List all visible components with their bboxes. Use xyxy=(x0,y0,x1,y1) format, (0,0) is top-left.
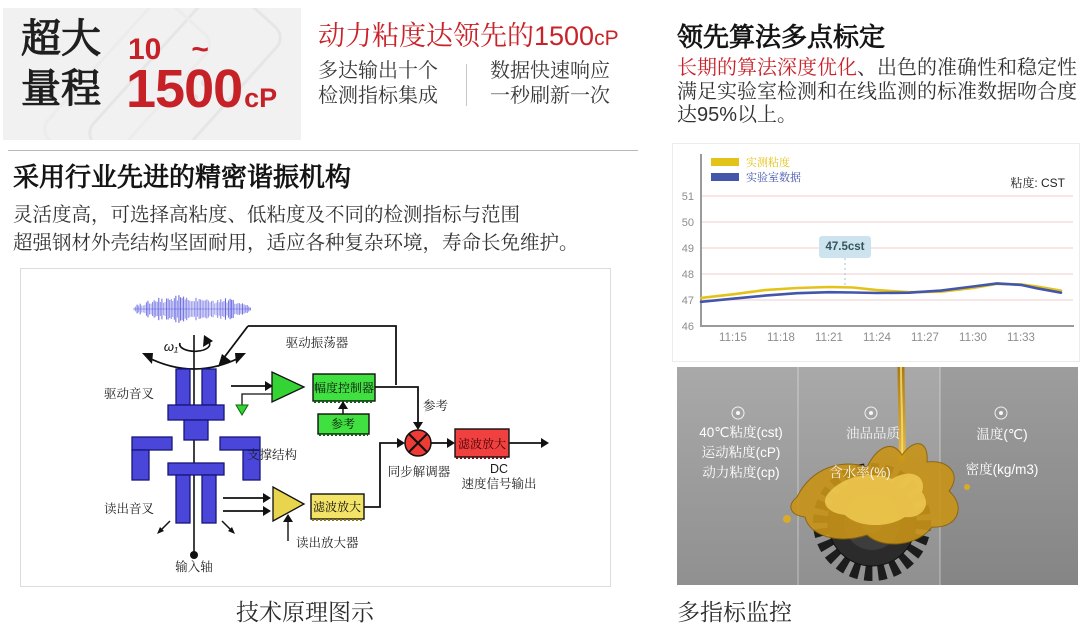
sync-demodulator-label: 同步解调器 xyxy=(387,465,451,479)
legend-swatch-measured xyxy=(711,158,739,166)
readout-fork-bar xyxy=(202,475,216,523)
arrowhead-icon xyxy=(263,493,271,503)
chart-legend xyxy=(711,155,801,185)
x-tick-label: 11:15 xyxy=(719,332,747,344)
dc-output-label: 速度信号输出 xyxy=(461,477,537,491)
reference-box-label: 参考 xyxy=(330,417,356,431)
filter-amp-1-label: 滤波放大 xyxy=(312,500,362,514)
tap-wire xyxy=(242,394,272,405)
amplitude-controller-label: 幅度控制器 xyxy=(313,381,375,395)
arrowhead-icon xyxy=(218,354,231,367)
right-paragraph-rest: 、出色的准确性和稳定性满足实验室检测和在线监测的标准数据吻合度达95%以上。 xyxy=(677,57,1077,126)
x-tick-label: 11:33 xyxy=(1007,332,1035,344)
hero-title xyxy=(21,14,101,114)
legend-row-lab xyxy=(711,170,801,184)
legend-row-measured xyxy=(711,155,801,169)
drive-amplifier-icon xyxy=(272,372,304,402)
headline-text: 动力粘度达领先的1500 xyxy=(318,21,595,51)
right-section-heading: 领先算法多点标定 xyxy=(677,22,886,52)
arrowhead-icon xyxy=(541,438,549,448)
x-tick-label: 11:21 xyxy=(815,332,843,344)
arrowhead-icon xyxy=(447,438,455,448)
drive-fork-bar xyxy=(202,369,216,405)
principle-diagram xyxy=(20,268,611,587)
input-shaft-label: 输入轴 xyxy=(175,560,213,574)
target-dot xyxy=(869,411,873,415)
arrowhead-icon xyxy=(397,438,405,448)
readout-fork-label: 读出音叉 xyxy=(103,502,154,516)
reference-signal-label: 参考 xyxy=(423,399,449,413)
rotation-arrowhead-icon xyxy=(203,335,213,347)
viscosity-chart-card xyxy=(672,143,1080,362)
target-dot xyxy=(736,411,740,415)
right-paragraph xyxy=(677,57,1080,128)
legend-swatch-lab xyxy=(711,173,739,181)
x-tick-label: 11:24 xyxy=(863,332,891,344)
x-tick-label: 11:30 xyxy=(959,332,987,344)
support-label: 支撑结构 xyxy=(247,448,298,462)
headline-unit: cP xyxy=(594,27,619,50)
target-dot xyxy=(999,411,1003,415)
left-caption: 技术原理图示 xyxy=(236,599,374,625)
feature-2-line1: 数据快速响应 xyxy=(490,60,610,82)
y-tick-label: 49 xyxy=(681,243,694,255)
chart-tooltip: 47.5cst xyxy=(819,236,871,258)
hero-title-line2: 量程 xyxy=(21,67,101,111)
x-tick-label: 11:27 xyxy=(911,332,939,344)
photo-label-density: 密度(kg/m3) xyxy=(965,462,1039,477)
photo-label-kinematic: 运动粘度(cP) xyxy=(701,445,781,460)
arrowhead-icon xyxy=(413,422,423,430)
feature-1-line2: 检测指标集成 xyxy=(318,85,438,107)
drive-fork-bar xyxy=(176,369,190,405)
left-section-heading: 采用行业先进的精密谐振机构 xyxy=(13,162,352,192)
swing-arrowhead-icon xyxy=(235,353,246,364)
dc-label: DC xyxy=(489,462,509,476)
headline xyxy=(318,14,619,53)
right-paragraph-highlight: 长期的算法深度优化 xyxy=(677,57,857,79)
arrowhead-icon xyxy=(263,506,271,516)
filter-amp-2-label: 滤波放大 xyxy=(457,437,507,451)
fork-yoke xyxy=(168,463,224,475)
range-unit: cP xyxy=(244,83,278,113)
chart-unit-label: 粘度: CST xyxy=(1010,176,1065,190)
y-tick-label: 46 xyxy=(681,321,694,333)
hero-title-line1: 超大 xyxy=(21,17,101,61)
right-caption: 多指标监控 xyxy=(677,599,792,625)
oil-droplet xyxy=(783,515,791,523)
vibration-waveform xyxy=(134,295,251,323)
omega-label: ω₁ xyxy=(163,339,179,354)
support-arm xyxy=(132,437,172,450)
fork-yoke xyxy=(168,405,224,420)
left-body-line1: 灵活度高，可选择高粘度、低粘度及不同的检测指标与范围 xyxy=(13,204,521,226)
support-foot xyxy=(132,450,149,480)
multi-metric-photo-svg xyxy=(677,367,1078,585)
drive-fork-label: 驱动音叉 xyxy=(103,387,154,401)
input-shaft-dot xyxy=(190,551,198,559)
mixer-feed-wire xyxy=(375,387,418,427)
photo-label-viscosity40: 40℃粘度(cst) xyxy=(699,425,783,440)
feature-2-line2: 一秒刷新一次 xyxy=(490,85,610,107)
range-number: 1500 xyxy=(126,59,243,119)
fork-column xyxy=(184,420,208,440)
legend-label-lab: 实验室数据 xyxy=(746,172,801,184)
swing-arrowhead-icon xyxy=(142,353,153,364)
photo-label-dynamic: 动力粘度(cp) xyxy=(702,465,780,480)
feature-divider xyxy=(466,64,467,106)
range-top: 10 ~ xyxy=(128,33,209,66)
drive-oscillator-label: 驱动振荡器 xyxy=(285,336,349,350)
feature-1-line1: 多达输出十个 xyxy=(318,60,438,82)
photo-label-temperature: 温度(℃) xyxy=(976,427,1028,442)
section-divider xyxy=(8,150,638,151)
y-tick-label: 51 xyxy=(681,191,694,203)
multi-metric-photo xyxy=(677,367,1078,590)
range-value xyxy=(126,58,277,120)
principle-diagram-svg xyxy=(21,269,610,586)
readout-amplifier-label: 读出放大器 xyxy=(296,536,359,550)
readout-fork-bar xyxy=(176,475,190,523)
y-tick-label: 47 xyxy=(681,295,694,307)
left-body-line2: 超强钢材外壳结构坚固耐用，适应各种复杂环境，寿命长免维护。 xyxy=(13,232,579,254)
feature-1 xyxy=(318,59,438,109)
y-tick-label: 50 xyxy=(681,217,694,229)
y-tick-label: 48 xyxy=(681,269,694,281)
feature-2 xyxy=(490,59,610,109)
x-tick-label: 11:18 xyxy=(767,332,795,344)
tap-arrow-icon xyxy=(236,405,248,415)
oil-droplet xyxy=(964,484,970,490)
legend-label-measured: 实测粘度 xyxy=(746,157,790,169)
photo-label-water-content: 含水率(%) xyxy=(829,465,891,480)
photo-label-oil-quality: 油品品质 xyxy=(846,426,900,441)
